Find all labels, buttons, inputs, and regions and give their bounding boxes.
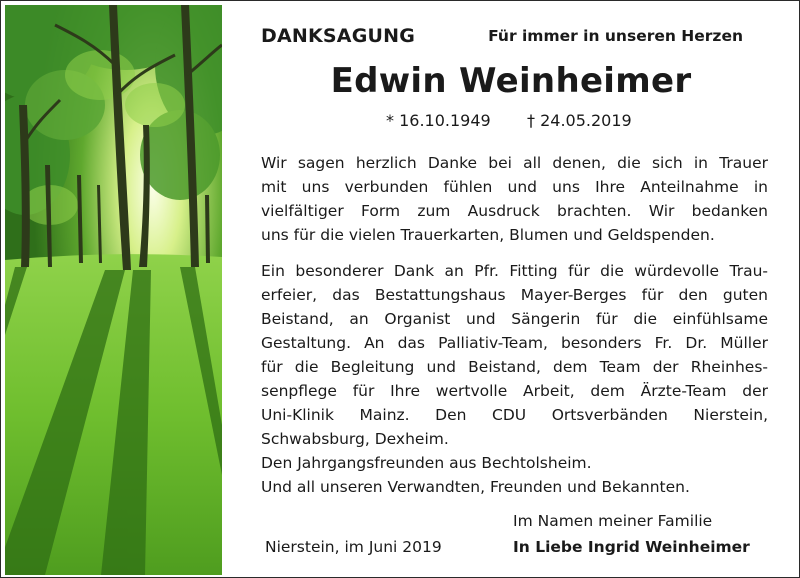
heading-danksagung: DANKSAGUNG (261, 25, 416, 47)
text-line: für die Begleitung und Beistand, dem Team der Rheinhes- (261, 358, 768, 376)
text-line: senpflege für Ihre wertvolle Arbeit, dem Ärzte-Team der (261, 382, 768, 400)
text-line: Den Jahrgangsfreunden aus Bechtolsheim. (261, 454, 592, 472)
forest-photo (5, 5, 222, 575)
birth-date: * 16.10.1949 (386, 111, 491, 130)
text-line: Beistand, an Organist und Sängerin für die einfühlsame (261, 310, 768, 328)
text-line: vielfältiger Form zum Ausdruck brachten. Wir bedanken (261, 202, 768, 220)
notice-text-area (223, 1, 799, 577)
text-line: mit uns verbunden fühlen und uns Ihre Anteilnahme in (261, 178, 768, 196)
text-line: Schwabsburg, Dexheim. (261, 430, 449, 448)
thanks-paragraph-1 (261, 151, 768, 247)
heading-motto: Für immer in unseren Herzen (488, 27, 743, 45)
deceased-name: Edwin Weinheimer (330, 61, 692, 101)
place-and-date: Nierstein, im Juni 2019 (265, 538, 442, 556)
text-line: erfeier, das Bestattungshaus Mayer-Berges für den guten (261, 286, 768, 304)
text-line: Uni-Klinik Mainz. Den CDU Ortsverbänden Nierstein, (261, 406, 768, 424)
text-line: Wir sagen herzlich Danke bei all denen, die sich in Trauer (261, 154, 768, 172)
family-line: Im Namen meiner Familie (513, 512, 713, 530)
text-line: uns für die vielen Trauerkarten, Blumen und Geldspenden. (261, 226, 715, 244)
text-line: Ein besonderer Dank an Pfr. Fitting für die würdevolle Trau- (261, 262, 768, 280)
thanks-paragraph-2 (261, 259, 768, 499)
death-date: † 24.05.2019 (527, 111, 632, 130)
text-line: Und all unseren Verwandten, Freunden und Bekannten. (261, 478, 690, 496)
signature: In Liebe Ingrid Weinheimer (513, 538, 750, 556)
forest-image (5, 5, 222, 575)
text-line: Gestaltung. An das Palliativ-Team, besonders Fr. Dr. Müller (261, 334, 768, 352)
